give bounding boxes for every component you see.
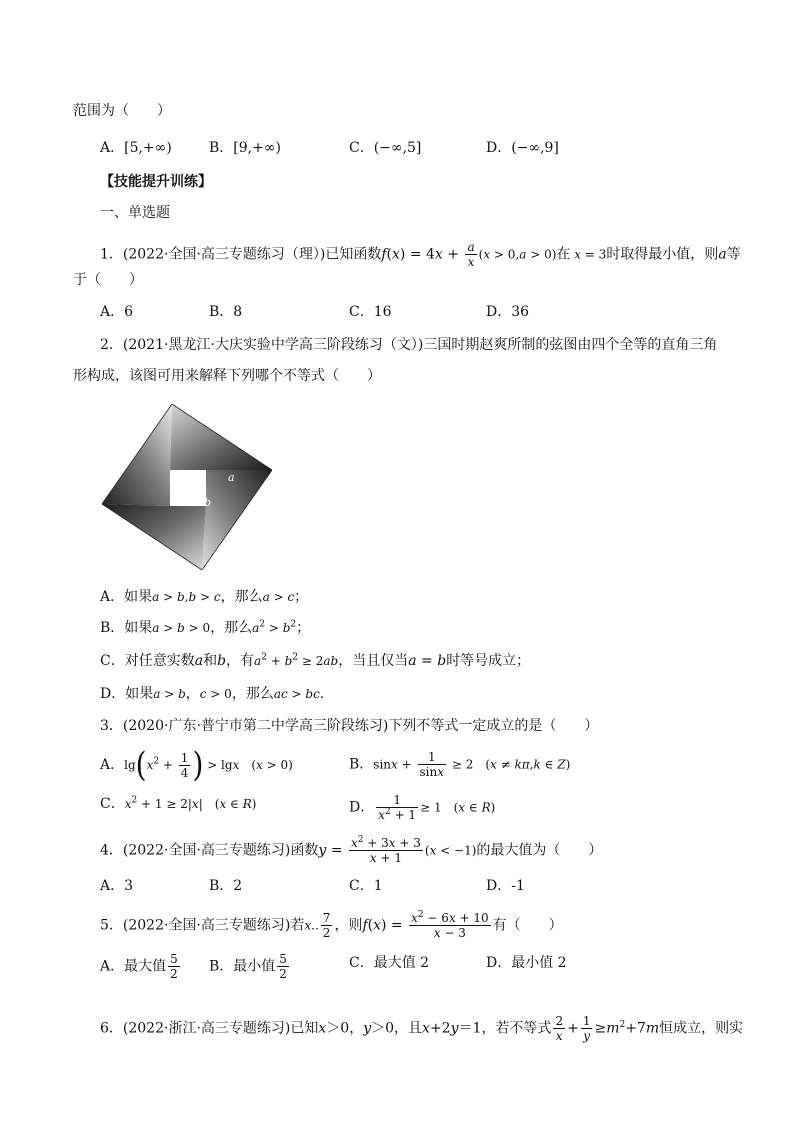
q5-option-a: A．最大值 $\frac{5}{2}$ — [100, 952, 178, 981]
q3-option-d: D． $\frac{1}{x^2 + 1}$ ≥ 1 (x ∈ R) — [349, 793, 496, 822]
q1-option-c: C．16 — [349, 304, 392, 320]
q5-mid: ，则 — [334, 917, 363, 934]
q2d-mid: ， — [185, 686, 200, 702]
q1-option-b: B．8 — [209, 304, 243, 320]
question-6-line1: 6．(2022·浙江·高三专题练习)已知x＞0，y＞0，且x+2y＝1，若不等式 $\frac{2}{x}$ + $\frac{1}{y}$ $\ge m^2+7m$恒成立，则实 — [100, 1014, 744, 1043]
q2c-5: 时等号成立； — [446, 653, 531, 669]
q4-option-d: D．-1 — [486, 878, 525, 894]
q3d-label: D． — [349, 799, 375, 816]
q5-option-c: C．最大值 2 — [349, 955, 430, 971]
q2d-post: ，那么 — [231, 686, 274, 702]
q2-option-c: C．对任意实数a和b，有$a^2 + b^2 \ge 2ab$，当且仅当a = b时等号成立； — [100, 652, 531, 669]
q4-prefix: 4．(2022·全国·高三专题练习)函数 — [100, 842, 319, 859]
q3-option-a: A．$\lg(x^2$ + $\frac{1}{4}$ ) > lgx (x > 0) — [100, 744, 293, 785]
q4-tail: 的最大值为（ ） — [476, 842, 603, 859]
q1-option-a: A．6 — [100, 304, 134, 320]
q2d-pre: D．如果 — [100, 686, 154, 702]
q5a-label: A．最大值 — [100, 958, 167, 975]
q1-var-a: a — [718, 246, 727, 263]
q5b-label: B．最小值 — [209, 958, 276, 975]
q2c-2: 和 — [203, 653, 218, 669]
q1-tail: 等 — [726, 246, 741, 263]
q4-option-b: B．2 — [209, 878, 243, 894]
question-3-line1: 3．(2020·广东·普宁市第二中学高三阶段练习)下列不等式一定成立的是（ ） — [100, 718, 599, 734]
q5-tail: 有（ ） — [492, 917, 563, 934]
question-2-line1: 2．(2021·黑龙江·大庆实验中学高三阶段练习（文）)三国时期赵爽所制的弦图由四个全等的直角三角 — [100, 337, 718, 353]
question-2-line2: 形构成，该图可用来解释下列哪个不等式（ ） — [73, 368, 381, 384]
prev-option-c: C．(−∞,5] — [349, 140, 422, 156]
q6-tail: 恒成立，则实 — [659, 1020, 744, 1037]
question-1-line1: 1．(2022·全国·高三专题练习（理）)已知函数f(x) = 4x + $\frac{a}{x}$ (x > 0,a > 0)在 x = 3时取得最小值，则a等 — [100, 240, 741, 269]
question-4-line1: 4．(2022·全国·高三专题练习)函数y = $\frac{x^2 + 3x + 3}{x + 1}$ (x < −1)的最大值为（ ） — [100, 835, 603, 865]
inner-square — [170, 470, 206, 506]
q2b-pre: B．如果 — [100, 620, 153, 636]
q3-option-b: B．sinx + $\frac{1}{\sin x}$ ≥ 2 (x ≠ kπ,k ∈ Z) — [349, 750, 571, 779]
q2a-pre: A．如果 — [100, 589, 153, 605]
q6-mid1: ， — [349, 1020, 364, 1037]
q6-prefix: 6．(2022·浙江·高三专题练习)已知 — [100, 1020, 319, 1037]
q2-option-d: D．如果a > b，c > 0，那么ac > bc． — [100, 686, 334, 702]
q3c-label: C． — [100, 796, 125, 812]
label-a: a — [228, 471, 235, 484]
q3-option-c: C．$x^2 + 1 \ge 2|x|$ (x ∈ R) — [100, 795, 257, 812]
prev-option-b: B．[9,+∞) — [209, 140, 281, 156]
q4-option-c: C．1 — [349, 878, 383, 894]
q2c-3: ，有 — [226, 653, 255, 669]
question-1-line2: 于（ ） — [73, 272, 143, 288]
prev-question-tail: 范围为（ ） — [73, 103, 171, 119]
q4-option-a: A．3 — [100, 878, 134, 894]
q1-mid: 在 — [556, 246, 571, 263]
q6-mid2: ，且 — [394, 1020, 423, 1037]
q5-option-b: B．最小值 $\frac{5}{2}$ — [209, 952, 287, 981]
q5-prefix: 5．(2022·全国·高三专题练习)若 — [100, 917, 305, 934]
q2a-post: ，那么 — [220, 589, 263, 605]
section-title: 【技能提升训练】 — [100, 174, 212, 190]
q1-cond: 时取得最小值，则 — [606, 246, 719, 263]
q1-prefix: 1．(2022·全国·高三专题练习（理）)已知函数 — [100, 246, 382, 263]
prev-option-a: A．[5,+∞) — [100, 140, 172, 156]
q5-option-d: D．最小值 2 — [486, 955, 567, 971]
q2c-4: ，当且仅当 — [338, 653, 409, 669]
zhao-shuang-string-diagram — [102, 404, 272, 570]
subsection-title: 一、单选题 — [100, 205, 170, 221]
label-b: b — [204, 496, 212, 509]
q2c-1: C．对任意实数 — [100, 653, 195, 669]
q2-option-b: B．如果a > b > 0，那么$a^2 > b^2$； — [100, 619, 311, 636]
q1-option-d: D．36 — [486, 304, 530, 320]
q2-option-a: A．如果a > b,b > c，那么a > c； — [100, 589, 309, 605]
q2b-post: ，那么 — [210, 620, 253, 636]
q3b-label: B． — [349, 756, 374, 773]
q6-mid3: ，若不等式 — [481, 1020, 552, 1037]
question-5-line1: 5．(2022·全国·高三专题练习)若x.. $\frac{7}{2}$ ，则f(x) = $\frac{x^2 - 6x + 10}{x - 3}$ 有（ ） — [100, 910, 563, 940]
q3a-label: A． — [100, 757, 125, 773]
prev-option-d: D．(−∞,9] — [486, 140, 559, 156]
